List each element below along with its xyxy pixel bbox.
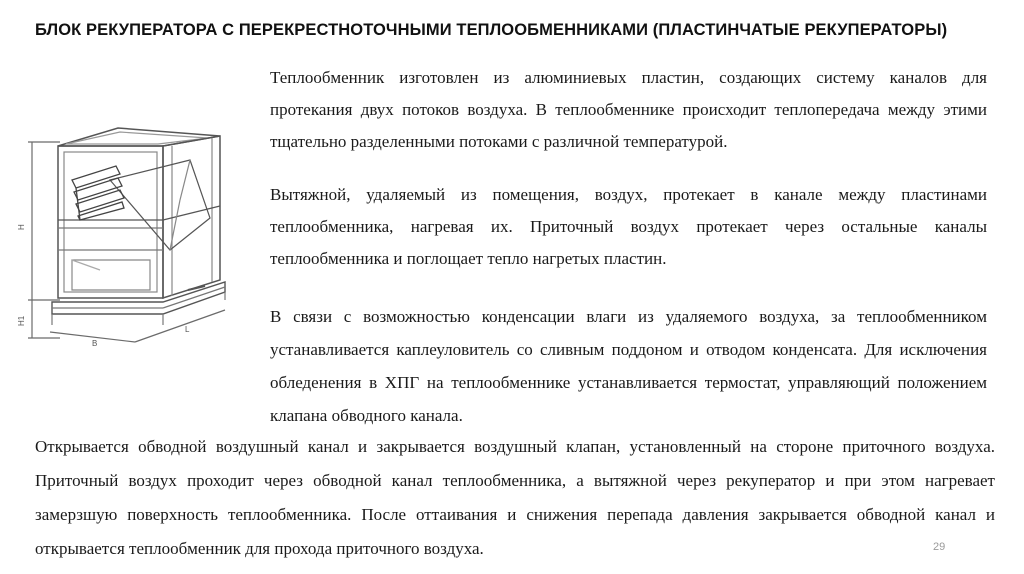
dimension-label-h1: H1 — [17, 315, 26, 326]
paragraph-bypass: Открывается обводной воздушный канал и закрывается воздушный клапан, установленный на стороне приточного воздуха. Приточный воздух проходит через обводной канал теплообменника, а вытяжной через рекуператор и при этом нагревает замерзшую поверхность теплообменника. После оттаивания и снижения перепада давления закрывается обводной канал и открывается теплообменник для прохода приточного воздуха. — [35, 437, 995, 558]
recuperator-unit-drawing — [17, 120, 260, 355]
paragraph-condensate: В связи с возможностью конденсации влаги из удаляемого воздуха, за теплообменником устанавливается каплеуловитель со сливным поддоном и отводом конденсата. Для исключения обледенения в ХПГ на теплообменнике устанавливается термостат, управляющий положением клапана обводного канала. — [270, 307, 987, 425]
dimension-label-l: L — [185, 325, 190, 334]
length-dimension-line — [135, 310, 225, 342]
dimension-label-h: H — [17, 224, 26, 230]
paragraph-exhaust-air: Вытяжной, удаляемый из помещения, воздух, протекает в канале между пластинами теплообменника, нагревая их. Приточный воздух протекает через остальные каналы теплообменника и поглощает тепло нагретых пластин. — [270, 185, 987, 268]
page-number: 29 — [933, 541, 946, 553]
recuperator-diagram — [17, 120, 260, 355]
slide-title: БЛОК РЕКУПЕРАТОРА С ПЕРЕКРЕСТНОТОЧНЫМИ ТЕПЛООБМЕННИКАМИ (ПЛАСТИНЧАТЫЕ РЕКУПЕРАТОРЫ) — [35, 21, 948, 39]
air-damper — [72, 166, 124, 220]
heat-exchanger — [110, 160, 210, 250]
paragraph-heat-exchanger: Теплообменник изготовлен из алюминиевых пластин, создающих систему каналов для протекания двух потоков воздуха. В теплообменнике происходит теплопередача между этими тщательно разделенными потоками с различной температурой. — [270, 68, 987, 151]
casing-front — [58, 146, 163, 298]
dimension-label-b: B — [92, 339, 98, 348]
